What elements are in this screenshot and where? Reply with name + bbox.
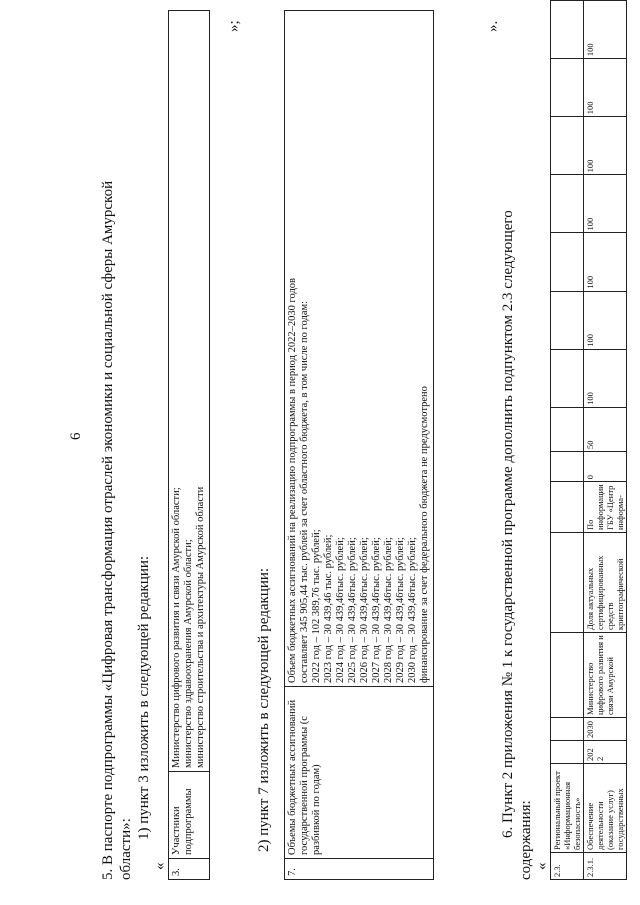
- budget-line: 2023 год – 30 439,46 тыс. рублей;: [323, 534, 334, 683]
- budget-line: 2025 год – 30 439,46тыс. рублей;: [347, 537, 358, 683]
- participants-num: 3.: [169, 859, 210, 880]
- row2-value: 100: [584, 291, 627, 349]
- section6-line2: содержания:: [518, 800, 534, 880]
- row2-value: 100: [584, 59, 627, 117]
- budget-line: 2024 год – 30 439,46тыс. рублей;: [335, 537, 346, 683]
- budget-line: 2026 год – 30 439,46тыс. рублей;: [359, 537, 370, 683]
- budget-label: Объемы бюджетных ассигнований государственной программы (с разбивкой по годам): [285, 687, 434, 859]
- budget-line: Объем бюджетных ассигнований на реализацию подпрограммы в период 2022–2030 годов: [287, 277, 298, 683]
- row2-value: 100: [584, 233, 627, 291]
- open-quote-1: «: [152, 862, 168, 870]
- budget-line: 2029 год – 30 439,46тыс. рублей;: [395, 537, 406, 683]
- budget-line: 2030 год – 30 439,46тыс. рублей;: [407, 537, 418, 683]
- row2-source: По информации ГБУ «Центр информа-: [584, 482, 627, 533]
- row2-indicator: Доля актуальных сертифицированных средств криптографической: [584, 533, 627, 633]
- row2-value: 100: [584, 349, 627, 407]
- row2-value: 50: [584, 407, 627, 451]
- budget-line: финансирование за счет федерального бюджета не предусмотрено: [419, 386, 430, 683]
- close-quote-1: »;: [226, 20, 242, 32]
- participants-label: Участники подпрограммы: [169, 772, 210, 859]
- row2-year-start: 202 2: [584, 741, 627, 764]
- participant-line: Министерство цифрового развития и связи Амурской области;: [171, 487, 182, 768]
- row2-value: 0: [584, 452, 627, 482]
- row2-responsible: Министерство цифрового развития и связи Амурской: [584, 633, 627, 718]
- participant-line: министерство строительства и архитектуры Амурской области: [195, 486, 206, 768]
- budget-table: [284, 10, 434, 880]
- participant-line: министерство здравоохранения Амурской области;: [183, 539, 194, 768]
- row2-value: 100: [584, 117, 627, 175]
- budget-num: 7.: [285, 859, 434, 880]
- row1-num: 2.3.: [551, 853, 584, 880]
- budget-line: составляет 345 905,44 тыс. рублей за счет областного бюджета, в том числе по годам:: [299, 300, 310, 683]
- participants-content: [169, 11, 210, 772]
- subitem-table: [550, 0, 627, 880]
- rotated-page: [68, 0, 640, 880]
- row1-text: Региональный проект «Информационная безопасность»: [551, 764, 584, 853]
- row2-value: 100: [584, 175, 627, 233]
- item1-text: 1) пункт 3 изложить в следующей редакции:: [136, 555, 152, 840]
- row2-text: Обеспечение деятельности (оказание услуг) государственных: [584, 764, 627, 853]
- row2-year-end: 2030: [584, 718, 627, 741]
- budget-line: 2028 год – 30 439,46тыс. рублей;: [383, 537, 394, 683]
- item2-text: 2) пункт 7 изложить в следующей редакции:: [256, 567, 272, 852]
- section6-line1: 6. Пункт 2 приложения № 1 к государственной программе дополнить подпунктом 2.3 следующего: [500, 210, 516, 838]
- row2-num: 2.3.1.: [584, 853, 627, 880]
- budget-line: 2022 год – 102 389,76 тыс. рублей;: [311, 529, 322, 683]
- open-quote-2: «: [534, 862, 550, 870]
- budget-line: 2027 год – 30 439,46тыс. рублей;: [371, 537, 382, 683]
- section5-line2: области»:: [118, 818, 134, 880]
- page-number: 6: [68, 432, 84, 440]
- section5-line1: 5. В паспорте подпрограммы «Цифровая трансформация отраслей экономики и социальной сферы Амурской: [100, 180, 116, 880]
- budget-content: [285, 11, 434, 687]
- row2-value: 100: [584, 1, 627, 59]
- close-quote-2: ».: [485, 20, 501, 32]
- participants-table: [168, 10, 210, 880]
